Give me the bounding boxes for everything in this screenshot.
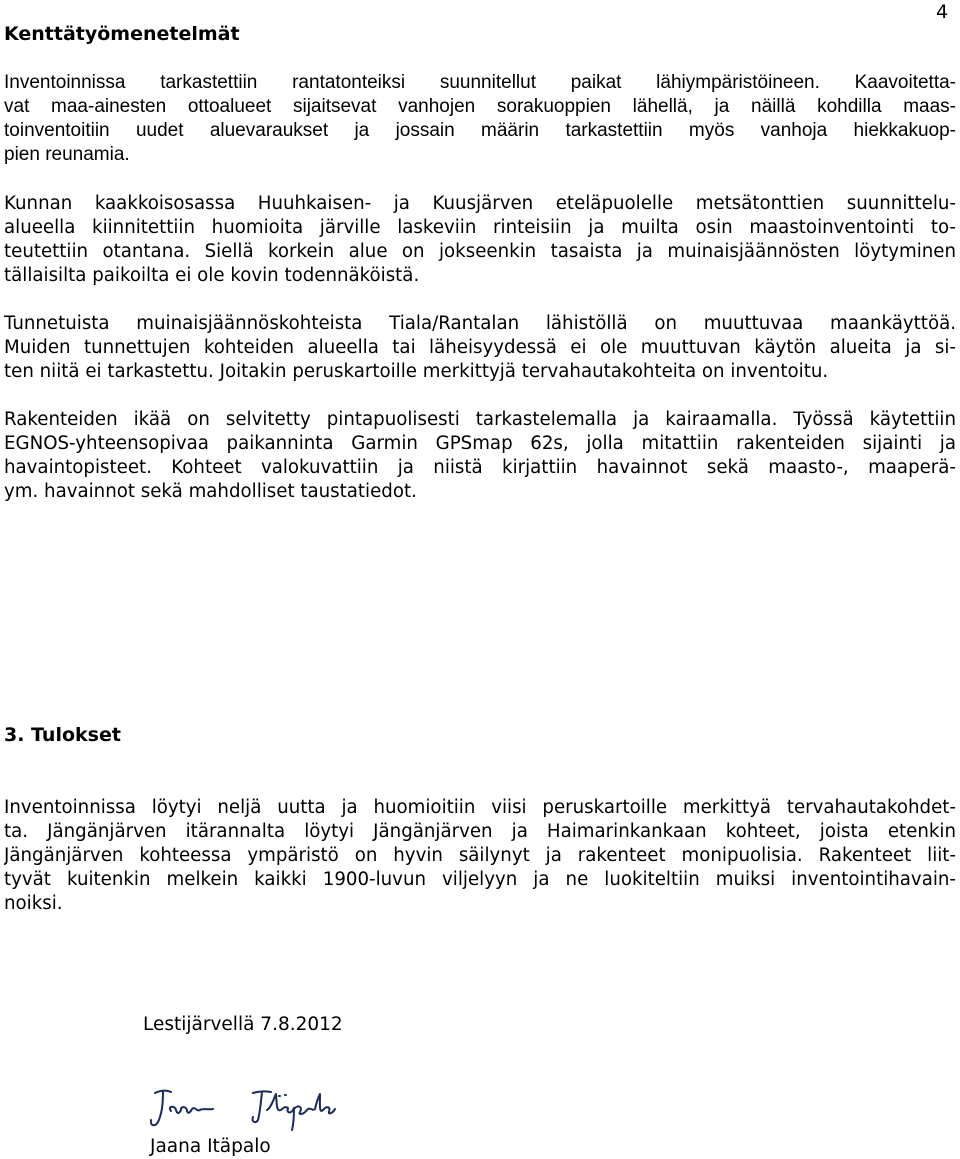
- text-line: noiksi.: [4, 893, 63, 914]
- handwritten-signature: [145, 1084, 355, 1134]
- text-line: Jängänjärven kohteessa ympäristö on hyvin säilynyt ja rakenteet monipuolisia. Rakenteet liit-: [4, 845, 956, 866]
- signature-scribble: [145, 1084, 355, 1134]
- text-line: ta. Jängänjärven itärannalta löytyi Jängänjärven ja Haimarinkankaan kohteet, joista etenkin: [4, 821, 956, 842]
- results-paragraph-1: [4, 796, 956, 916]
- text-line: Inventoinnissa tarkastettiin rantatonteiksi suunnitellut paikat lähiympäristöineen. Kaavoitetta-: [4, 72, 956, 93]
- signer-name: Jaana Itäpalo: [150, 1136, 271, 1157]
- text-line: alueella kiinnitettiin huomioita järville laskeviin rinteisiin ja muilta osin maastoinventointi to-: [4, 217, 956, 238]
- text-line: tällaisilta paikoilta ei ole kovin todennäköistä.: [4, 265, 420, 286]
- methods-paragraph-3: [4, 312, 956, 384]
- text-line: ten niitä ei tarkastettu. Joitakin peruskartoille merkittyjä tervahautakohteita on inventoitu.: [4, 361, 829, 382]
- text-line: Kunnan kaakkoisosassa Huuhkaisen- ja Kuusjärven eteläpuolelle metsätonttien suunnittelu-: [4, 193, 956, 214]
- text-line: Muiden tunnettujen kohteiden alueella tai läheisyydessä ei ole muuttuvan käytön alueita ja si-: [4, 337, 956, 358]
- methods-paragraph-1: [4, 71, 956, 167]
- text-line: ym. havainnot sekä mahdolliset taustatiedot.: [4, 481, 417, 502]
- section-heading-methods: Kenttätyömenetelmät: [4, 23, 240, 45]
- methods-paragraph-2: [4, 192, 956, 288]
- place-date: Lestijärvellä 7.8.2012: [143, 1014, 343, 1035]
- section-heading-results: 3. Tulokset: [4, 724, 121, 746]
- text-line: EGNOS-yhteensopivaa paikanninta Garmin GPSmap 62s, jolla mitattiin rakenteiden sijainti ja: [4, 433, 956, 454]
- text-line: Rakenteiden ikää on selvitetty pintapuolisesti tarkastelemalla ja kairaamalla. Työssä käytettiin: [4, 409, 956, 430]
- methods-paragraph-4: [4, 408, 956, 504]
- text-line: Inventoinnissa löytyi neljä uutta ja huomioitiin viisi peruskartoille merkittyä tervahautakohdet-: [4, 797, 956, 818]
- text-line: Tunnetuista muinaisjäännöskohteista Tiala/Rantalan lähistöllä on muuttuvaa maankäyttöä.: [4, 313, 956, 334]
- text-line: havaintopisteet. Kohteet valokuvattiin ja niistä kirjattiin havainnot sekä maasto-, maaperä-: [4, 457, 956, 478]
- page-number: 4: [936, 1, 949, 23]
- text-line: toinventoitiin uudet aluevaraukset ja jossain määrin tarkastettiin myös vanhoja hiekkakuop-: [4, 120, 956, 141]
- text-line: vat maa-ainesten ottoalueet sijaitsevat vanhojen sorakuoppien lähellä, ja näillä kohdilla maas-: [4, 96, 956, 117]
- text-line: teutettiin otantana. Siellä korkein alue on jokseenkin tasaista ja muinaisjäännösten löytyminen: [4, 241, 956, 262]
- text-line: tyvät kuitenkin melkein kaikki 1900-luvun viljelyyn ja ne luokiteltiin muiksi inventointihavain-: [4, 869, 956, 890]
- text-line: pien reunamia.: [4, 144, 130, 165]
